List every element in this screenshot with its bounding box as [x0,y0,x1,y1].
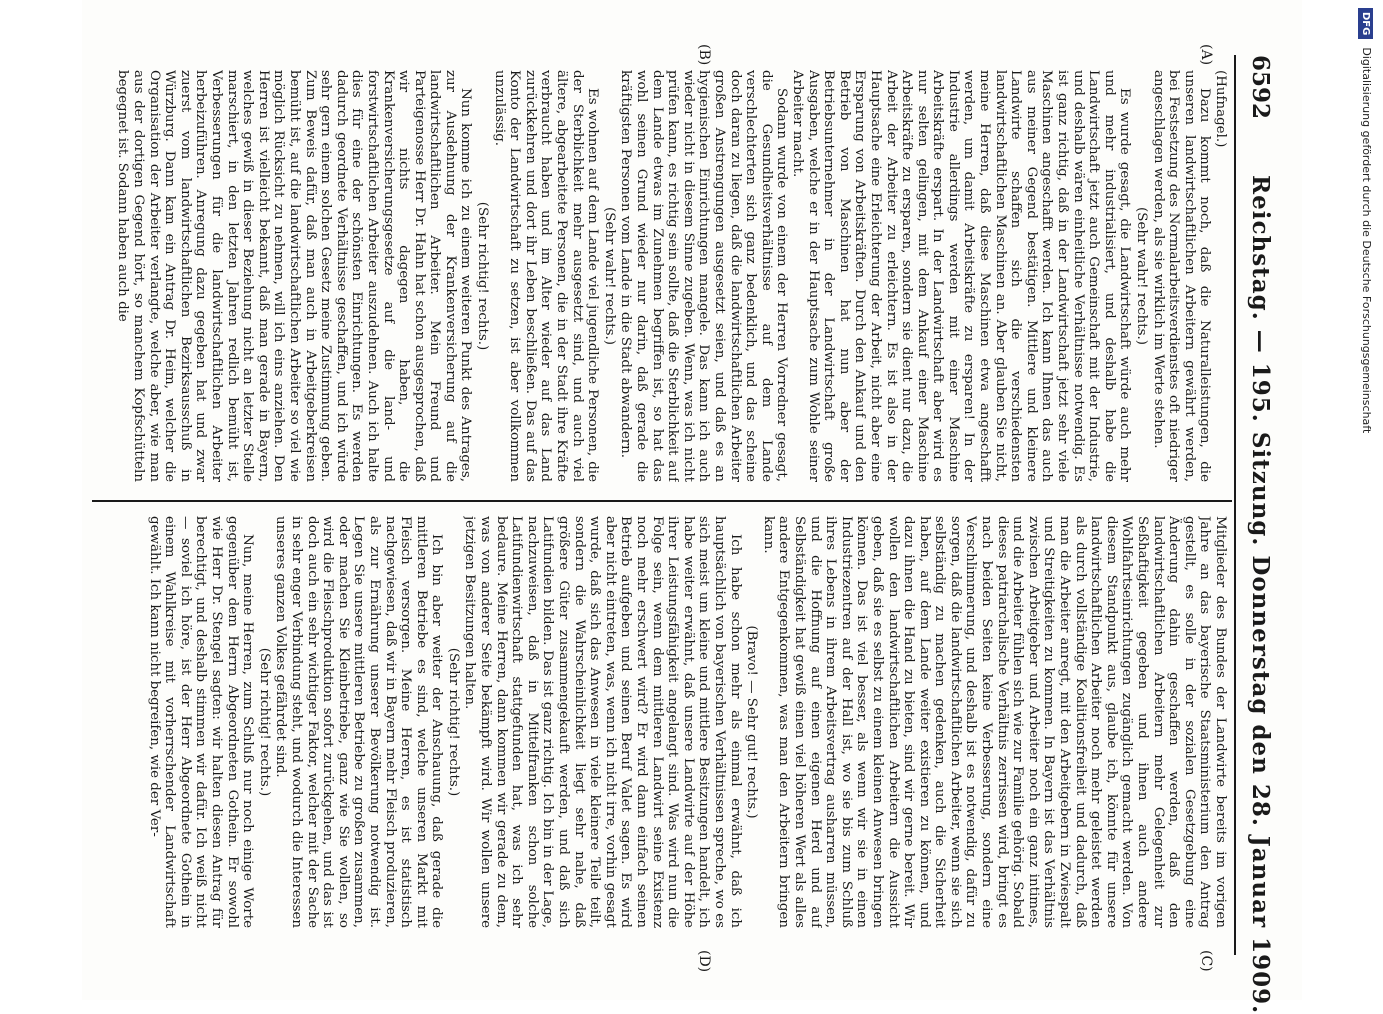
digitization-footnote [1355,8,1377,993]
digitization-credit: Digitalisierung gefördert durch die Deutsche Forschungsgemeinschaft [1360,47,1373,434]
margin-marker-c: (C) [1198,950,1214,972]
paragraph: Sodann wurde von einem der Herren Vorredner gesagt, die Gesundheitsverhältnisse auf dem Lande verschlechterten sich ganz bedenklich, und das scheine doch daran zu liegen, daß die landwirtschaftlichen Arbeiter großen Anstrengungen ausgesetzt seien, und daß es an hygienischen Einrichtungen mangele. Das kann ich auch wieder nicht in diesem Sinne zugeben. Wenn, was ich nicht prüfen kann, es richtig sein sollte, daß die Sterblichkeit auf dem Lande etwas im Zunehmen begriffen ist, so hat das wohl seinen Grund wieder nur darin, daß gerade die kräftigsten Personen vom Lande in die Stadt abwandern. [618,70,790,482]
page-number: 6592 [1247,55,1274,120]
audience-reaction: (Sehr wahr! rechts.) [1134,207,1150,345]
paragraph: Es wohnen auf dem Lande viel jugendliche Personen, die der Sterblichkeit mehr ausgesetzt sind, und auch viel ältere, abgearbeitete Personen, die in der Stadt ihre Kräfte verbraucht haben und im Alter wieder auf das Land zurückkehren und dort ihr Leben beschließen. Das auf das Konto der Landwirtschaft zu setzen, ist aber vollkommen unzulässig. [491,70,601,482]
audience-reaction: (Sehr richtig! rechts.) [475,201,491,351]
dfg-logo: DFG [1358,8,1373,39]
paragraph: Ich bin aber weiter der Anschauung, daß gerade die mittleren Betriebe es sind, welche unseren Markt mit Fleisch versorgen. Meine Herren, es ist statistisch nachgewiesen, daß wir in Bayern mehr Fleisch produzieren, als zur Ernährung unserer Bevölkerung notwendig ist. Legen Sie unsere mittleren Betriebe zu großen zusammen, oder machen Sie Kleinbetriebe, ganz wie Sie wollen, so wird die Fleischproduktion sofort zurückgehen, und das ist doch auch ein sehr wichtiger Faktor, welcher mit der Sache in sehr enger Verbindung steht, und wodurch die Interessen unseres ganzen Volkes gefährdet sind. [273,516,445,928]
page-header [1240,55,1274,1014]
margin-marker-a: (A) [1198,44,1214,66]
paragraph: Ich habe schon mehr als einmal erwähnt, daß ich hauptsächlich von bayerischen Verhältnissen spreche, wo es sich meist um kleine und mittlere Besitzungen handelt, ich habe weiter erwähnt, daß unsere Landwirte auf der Höhe ihrer Leistungsfähigkeit angelangt sind. Was wird nun die Folge sein, wenn dem mittleren Landwirt seine Existenz noch mehr erschwert wird? Er wird dann einfach seinen Betrieb aufgeben und seinen Beruf Valet sagen. Es wird aber nicht eintreten, was, wenn ich nicht irre, vorhin gesagt wurde, daß sich das Anwesen in viele kleinere Teile teilt, sondern die Wahrscheinlichkeit liegt sehr nahe, daß größere Güter zusammengekauft werden, und daß sich Latifundien bilden. Das ist ganz richtig. Ich bin in der Lage, nachzuweisen, daß in Mittelfranken schon solche Latifundienwirtschaft stattgefunden hat, was ich sehr bedaure. Meine Herren, dann kommen wir gerade zu dem, was von anderer Seite bekämpft wird. Wir wollen unsere jetzigen Besitzungen halten. [462,516,743,928]
audience-reaction: (Sehr richtig! rechts.) [256,647,272,797]
margin-marker-d: (D) [696,950,712,973]
left-column [103,70,1228,482]
paragraph: Nun komme ich zu einem weiteren Punkt des Antrages, zur Ausdehnung der Krankenversicherung auf die landwirtschaftlichen Arbeiter. Mein Freund und Parteigenosse Herr Dr. Hahn hat schon ausgesprochen, daß wir nichts dagegen haben, die Krankenversicherungsgesetze auf die land- und forstwirtschaftlichen Arbeiter auszudehnen. Auch ich halte dies für eine der schönsten Einrichtungen. Es werden dadurch geordnete Verhältnisse geschaffen, und ich würde sehr gern einem solchen Gesetz meine Zustimmung geben. Zum Beweis dafür, daß man auch in Arbeitgeberkreisen bemüht ist, auf die landwirtschaftlichen Arbeiter so viel wie möglich Rücksicht zu nehmen, will ich eins anziehen. Den Herren ist vielleicht bekannt, daß man gerade in Bayern, welches gewiß in dieser Beziehung nicht an letzter Stelle marschiert, in den letzten Jahren redlich bemüht ist, Verbesserungen für die landwirtschaftlichen Arbeiter herbeizuführen. Anregung dazu gegeben hat und zwar zuerst vom landwirtschaftlichen Bezirksausschuß in Würzburg. Dann kam ein Antrag Dr. Heim, welcher die Organisation der Arbeiter verlangte, welche aber, wie man aus der dortigen Gegend hört, so manchem Kopfschütteln begegnet ist. Sodann haben auch die [115,70,474,482]
audience-reaction: (Sehr richtig! rechts.) [445,647,461,797]
margin-marker-b: (B) [696,44,712,66]
paragraph: Mitglieder des Bundes der Landwirte bereits im vorigen Jahre an das bayerische Staatsministerium den Antrag gestellt, es solle in der sozialen Gesetzgebung eine Änderung dahin geschaffen werden, daß den landwirtschaftlichen Arbeitern mehr Gelegenheit zur Seßhaftigkeit gegeben und ihnen auch andere Wohlfahrtseinrichtungen zugänglich gemacht werden. Von diesem Standpunkt aus, glaube ich, könnte für unsere landwirtschaftlichen Arbeiter noch mehr geleistet werden als durch vollständige Koalitionsfreiheit und dadurch, daß man die Arbeiter anregt, mit den Arbeitgebern in Zwiespalt und Streitigkeiten zu kommen. In Bayern ist das Verhältnis zwischen Arbeitgeber und Arbeiter noch ein ganz intimes, und die Arbeiter fühlen sich wie zur Familie gehörig. Sobald dieses patriarchalische Verhältnis zerrissen wird, bringt es nach beiden Seiten keine Verbesserung, sondern eine Verschlimmerung, und deshalb ist es notwendig, dafür zu sorgen, daß die landwirtschaftlichen Arbeiter, wenn sie sich selbständig zu machen gedenken, auch die Sicherheit haben, auf dem Lande weiter existieren zu können, und dazu ihnen die Hand zu bieten, sind wir gerne bereit. Wir wollen den landwirtschaftlichen Arbeitern die Aussicht geben, daß sie es selbst zu einem kleinen Anwesen bringen können. Das ist viel besser, als wenn wir sie in einen Industriezentren auf der Hall ist, wo sie bis zum Schluß ihres Lebens in ihrem Arbeitsvertrag ausharren müssen, und die Hoffnung auf einen eigenen Herd und auf Selbständigkeit hat gewiß einen viel höheren Wert als alles andere Entgegenkommen, was man den Arbeitern bringen kann. [760,516,1228,928]
right-column [103,516,1228,928]
speaker-name: (Hufnagel.) [1213,70,1228,148]
paragraph: Es wurde gesagt, die Landwirtschaft würde auch mehr und mehr industrialisiert, und deshalb habe die Landwirtschaft jetzt auch Gemeinschaft mit der Industrie, und deshalb wären einheitliche Verhältnisse notwendig. Es ist ganz richtig, daß in der Landwirtschaft jetzt sehr viele Maschinen angeschafft werden. Ich kann Ihnen das auch aus meiner Gegend bestätigen. Mittlere und kleinere Landwirte schaffen sich die verschiedensten landwirtschaftlichen Maschinen an. Aber glauben Sie nicht, meine Herren, daß diese Maschinen etwa angeschafft werden, um damit Arbeitskräfte zu ersparen! In der Industrie allerdings werden mit einer Maschine Arbeitskräfte erspart. In der Landwirtschaft aber wird es nur selten gelingen, mit dem Ankauf einer Maschine Arbeitskräfte zu ersparen, sondern sie dient nur dazu, die Arbeit der Arbeiter zu erleichtern. Es ist also in der Hauptsache eine Erleichterung der Arbeit, nicht aber eine Ersparung von Arbeitskräften. Durch den Ankauf und den Betrieb von Maschinen hat nun aber der Betriebsunternehmer in der Landwirtschaft große Ausgaben, welche er in der Hauptsache zum Wohle seiner Arbeiter macht. [789,70,1133,482]
audience-reaction: (Bravo! — Sehr gut! rechts.) [744,625,760,819]
paragraph: Dazu kommt noch, daß die Naturalleistungen, die unseren landwirtschaftlichen Arbeitern gewährt werden, bei Festsetzung des Normalarbeitsverdienstes oft niedriger angeschlagen werden, als sie wirklich im Werte stehen. [1150,70,1213,482]
header-rule [1234,55,1236,955]
page-running-title: Reichstag. — 195. Sitzung. Donnerstag den 28. Januar 1909. [1247,175,1274,1014]
audience-reaction: (Sehr wahr! rechts.) [601,207,617,345]
column-divider [92,500,1232,502]
paragraph: Nun, meine Herren, zum Schluß nur noch einige Worte gegenüber dem Herrn Abgeordneten Gothein. Er sowohl wie Herr Dr. Stengel sagten: wir halten diesen Antrag für berechtigt, und deshalb stimmen wir dafür. Ich weiß nicht — soviel ich höre, ist der Herr Abgeordnete Gothein in einem Wahlkreise mit vorherrschender Landwirtschaft gewählt. Ich kann nicht begreifen, wie der Ver- [146,516,256,928]
rotated-page [82,0,1302,1014]
